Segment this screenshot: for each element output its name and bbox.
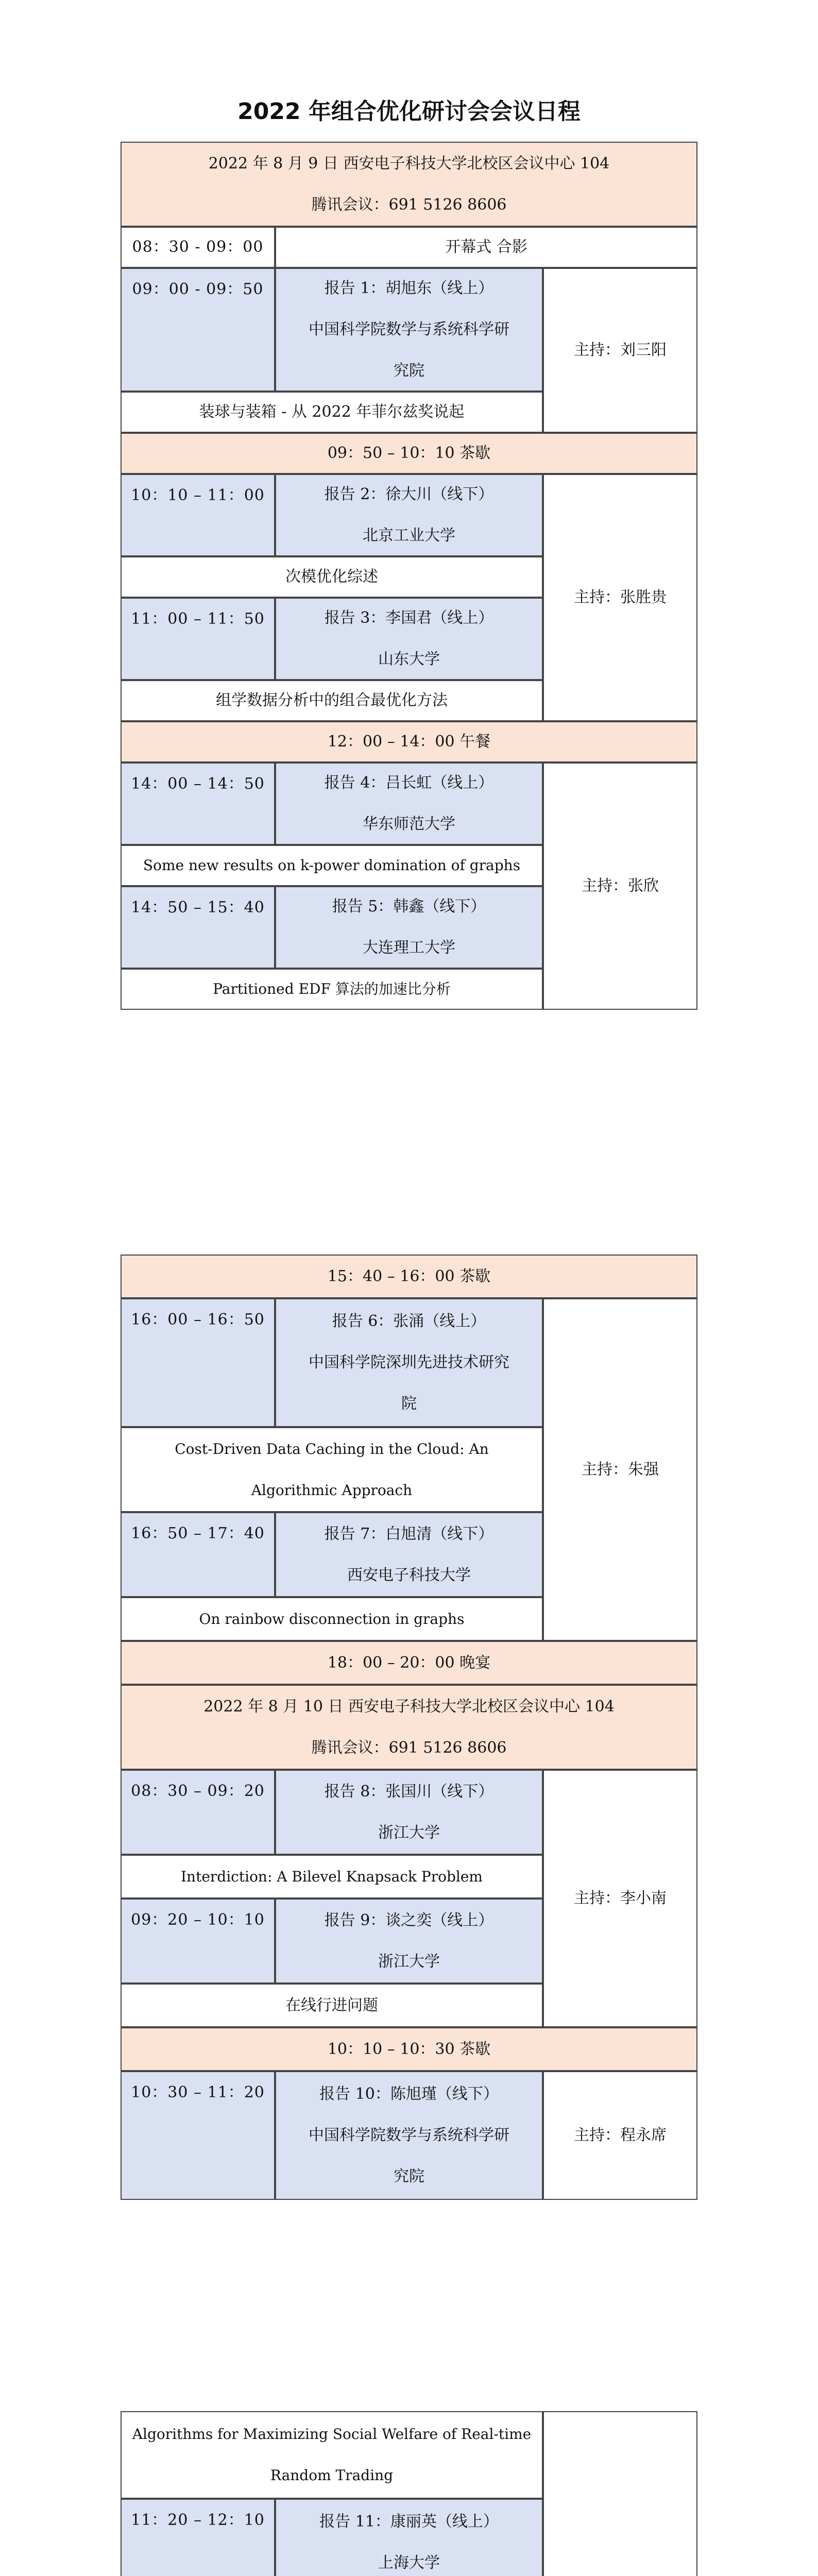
host-4: 主持：朱强 <box>543 1298 697 1641</box>
report-7-time: 16：50 – 17：40 <box>121 1512 275 1597</box>
report-3-speaker-name: 报告 3：李国君（线上） <box>324 609 494 627</box>
report-8-speaker <box>275 1770 543 1855</box>
report-4-affiliation: 华东师范大学 <box>363 815 455 833</box>
report-10-title-line-2: Random Trading <box>270 2467 394 2484</box>
report-5-speaker <box>275 886 543 969</box>
day2-header-venue: 2022 年 8 月 10 日 西安电子科技大学北校区会议中心 104 <box>203 1697 615 1716</box>
report-9-title: 在线行进问题 <box>121 1984 543 2027</box>
report-8-affiliation: 浙江大学 <box>378 1823 440 1842</box>
report-5-speaker-name: 报告 5：韩鑫（线下） <box>332 897 486 916</box>
report-3-time: 11：00 – 11：50 <box>121 598 275 680</box>
report-3-title: 组学数据分析中的组合最优化方法 <box>121 680 543 721</box>
report-3-speaker <box>275 598 543 680</box>
report-10-affiliation-2: 究院 <box>394 2167 424 2185</box>
report-2-title: 次模优化综述 <box>121 556 543 598</box>
report-7-speaker <box>275 1512 543 1597</box>
report-1-speaker <box>275 268 543 392</box>
report-6-affiliation-1: 中国科学院深圳先进技术研究 <box>309 1353 509 1371</box>
host-5: 主持：李小南 <box>543 1770 697 2027</box>
schedule-page-1 <box>121 142 697 1054</box>
report-10-affiliation-1: 中国科学院数学与系统科学研 <box>309 2126 509 2144</box>
report-2-speaker <box>275 474 543 556</box>
report-10-time: 10：30 – 11：20 <box>121 2071 275 2200</box>
report-8-time: 08：30 – 09：20 <box>121 1770 275 1855</box>
report-6-time: 16：00 – 16：50 <box>121 1298 275 1427</box>
report-7-affiliation: 西安电子科技大学 <box>347 1566 471 1584</box>
report-6-affiliation-2: 院 <box>401 1395 417 1413</box>
report-4-speaker-name: 报告 4：吕长虹（线上） <box>324 774 494 792</box>
report-10-speaker-name: 报告 10：陈旭瑾（线下） <box>319 2085 499 2103</box>
report-1-title: 装球与装箱 - 从 2022 年菲尔兹奖说起 <box>121 392 543 433</box>
report-11-speaker-name: 报告 11：康丽英（线上） <box>319 2513 499 2531</box>
tea-break-2: 15：40 – 16：00 茶歇 <box>121 1255 697 1298</box>
host-3: 主持：张欣 <box>543 762 697 1010</box>
report-9-affiliation: 浙江大学 <box>378 1952 440 1971</box>
opening-label: 开幕式 合影 <box>275 227 697 268</box>
page-title: 2022 年组合优化研讨会会议日程 <box>237 98 581 125</box>
report-9-speaker <box>275 1899 543 1984</box>
day1-header-venue: 2022 年 8 月 9 日 西安电子科技大学北校区会议中心 104 <box>208 154 610 173</box>
day1-header-meeting: 腾讯会议：691 5126 8606 <box>311 195 507 214</box>
tea-break-3: 10：10 – 10：30 茶歇 <box>121 2027 697 2071</box>
report-10-title <box>121 2411 543 2499</box>
report-5-time: 14：50 – 15：40 <box>121 886 275 969</box>
report-1-affiliation-2: 究院 <box>394 362 424 380</box>
report-6-speaker <box>275 1298 543 1427</box>
lunch-1: 12：00 – 14：00 午餐 <box>121 721 697 762</box>
host-6: 主持：程永席 <box>543 2071 697 2200</box>
report-6-title <box>121 1427 543 1512</box>
dinner-1: 18：00 – 20：00 晚宴 <box>121 1641 697 1685</box>
report-1-speaker-name: 报告 1：胡旭东（线上） <box>324 279 494 297</box>
report-6-title-line-2: Algorithmic Approach <box>251 1481 413 1499</box>
report-6-speaker-name: 报告 6：张涌（线上） <box>332 1312 486 1330</box>
report-10-speaker <box>275 2071 543 2200</box>
report-9-speaker-name: 报告 9：谈之奕（线上） <box>324 1911 494 1929</box>
report-5-title: Partitioned EDF 算法的加速比分析 <box>121 969 543 1010</box>
report-4-speaker <box>275 762 543 845</box>
report-7-title: On rainbow disconnection in graphs <box>121 1597 543 1641</box>
report-4-title: Some new results on k-power domination of graphs <box>121 845 543 886</box>
day1-header <box>121 142 697 227</box>
report-11-time: 11：20 – 12：10 <box>121 2499 275 2576</box>
report-1-affiliation-1: 中国科学院数学与系统科学研 <box>309 320 509 338</box>
tea-break-1: 09：50 – 10：10 茶歇 <box>121 433 697 474</box>
report-8-speaker-name: 报告 8：张国川（线下） <box>324 1782 494 1801</box>
report-11-speaker <box>275 2499 543 2576</box>
host-1: 主持：刘三阳 <box>543 268 697 433</box>
opening-time: 08：30 - 09：00 <box>121 227 275 268</box>
schedule-page-3 <box>121 2411 697 2576</box>
report-2-speaker-name: 报告 2：徐大川（线下） <box>324 485 494 503</box>
report-11-affiliation: 上海大学 <box>378 2554 440 2572</box>
report-2-affiliation: 北京工业大学 <box>363 527 455 545</box>
report-4-time: 14：00 – 14：50 <box>121 762 275 845</box>
host-2: 主持：张胜贵 <box>543 474 697 721</box>
report-1-time: 09：00 - 09：50 <box>121 268 275 392</box>
day2-header <box>121 1685 697 1770</box>
day2-header-meeting: 腾讯会议：691 5126 8606 <box>311 1738 507 1757</box>
report-5-affiliation: 大连理工大学 <box>363 939 455 957</box>
schedule-page-2 <box>121 1255 697 2213</box>
report-2-time: 10：10 – 11：00 <box>121 474 275 556</box>
report-6-title-line-1: Cost-Driven Data Caching in the Cloud: An <box>175 1440 489 1458</box>
report-7-speaker-name: 报告 7：白旭清（线下） <box>324 1524 494 1543</box>
report-9-time: 09：20 – 10：10 <box>121 1899 275 1984</box>
report-8-title: Interdiction: A Bilevel Knapsack Problem <box>121 1855 543 1899</box>
report-3-affiliation: 山东大学 <box>378 650 440 668</box>
host-6-continued <box>543 2411 697 2576</box>
report-10-title-line-1: Algorithms for Maximizing Social Welfare of Real-time <box>132 2426 532 2443</box>
